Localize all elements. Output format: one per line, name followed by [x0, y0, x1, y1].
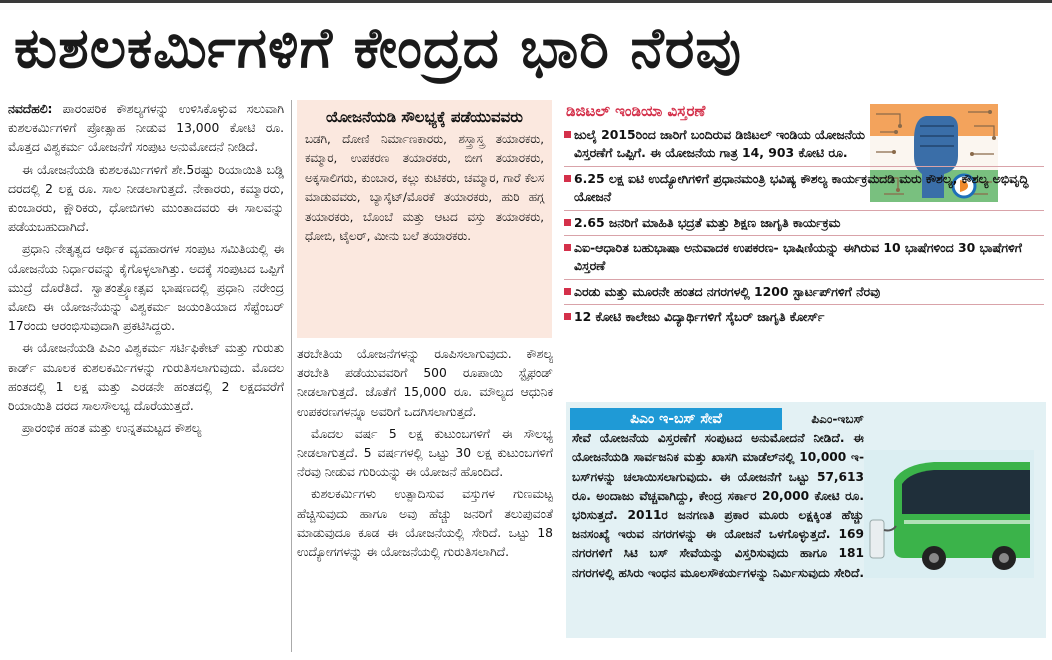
- bullet-square-icon: [564, 219, 571, 226]
- bullet-square-icon: [564, 175, 571, 182]
- list-item: ಎರಡು ಮತ್ತು ಮೂರನೇ ಹಂತದ ನಗರಗಳಲ್ಲಿ 1200 ಸ್ಟಾರ್ಟಪ್‌ಗಳಿಗೆ ನೆರವು: [564, 283, 1044, 301]
- divider: [564, 166, 1044, 167]
- ebus-tag: ಪಿಎಂ ಇ-ಬಸ್ ಸೇವೆ: [570, 408, 782, 430]
- bullet-square-icon: [564, 288, 571, 295]
- top-rule: [0, 0, 1052, 3]
- dateline: ನವದೆಹಲಿ:: [8, 102, 53, 116]
- divider: [564, 235, 1044, 236]
- paragraph-text: ಪಾರಂಪರಿಕ ಕೌಶಲ್ಯಗಳನ್ನು ಉಳಿಸಿಕೊಳ್ಳುವ ಸಲುವಾಗಿ ಕುಶಲಕರ್ಮಿಗಳಿಗೆ ಪ್ರೋತ್ಸಾಹ ನೀಡುವ 13,000 ಕೋಟಿ ರೂ. ಮೊತ್ತದ ವಿಶ್ವಕರ್ಮ ಯೋಜನೆಗೆ ಸಂಪುಟ ಅನುಮೋದನೆ ನೀಡಿದೆ.: [8, 102, 284, 155]
- digital-india-title: ಡಿಜಿಟಲ್ ಇಂಡಿಯಾ ವಿಸ್ತರಣೆ: [566, 102, 706, 120]
- list-item: 2.65 ಜನರಿಗೆ ಮಾಹಿತಿ ಭದ್ರತೆ ಮತ್ತು ಶಿಕ್ಷಣ ಜಾಗೃತಿ ಕಾರ್ಯಕ್ರಮ: [564, 214, 1044, 232]
- beneficiaries-title: ಯೋಜನೆಯಡಿ ಸೌಲಭ್ಯಕ್ಕೆ ಪಡೆಯುವವರು: [326, 108, 523, 126]
- list-item: 6.25 ಲಕ್ಷ ಐಟಿ ಉದ್ಯೋಗಿಗಳಿಗೆ ಪ್ರಧಾನಮಂತ್ರಿ ಭವಿಷ್ಯ ಕೌಶಲ್ಯ ಕಾರ್ಯಕ್ರಮದಡಿ ಮರು ಕೌಶಲ್ಯ, ಕೌಶಲ್ಯ ಅಭಿವೃದ್ಧಿ ಯೋಜನೆ: [564, 170, 1044, 207]
- divider: [564, 304, 1044, 305]
- bullet-square-icon: [564, 313, 571, 320]
- divider: [564, 279, 1044, 280]
- list-item: ಎಐ-ಆಧಾರಿತ ಬಹುಭಾಷಾ ಅನುವಾದಕ ಉಪಕರಣ- ಭಾಷಿಣಿಯನ್ನು ಈಗಿರುವ 10 ಭಾಷೆಗಳಿಂದ 30 ಭಾಷೆಗಳಿಗೆ ವಿಸ್ತರಣೆ: [564, 239, 1044, 276]
- digital-india-list: [564, 126, 1044, 396]
- list-item: ಜುಲೈ 2015ರಿಂದ ಜಾರಿಗೆ ಬಂದಿರುವ ಡಿಜಿಟಲ್ ಇಂಡಿಯ ಯೋಜನೆಯ ವಿಸ್ತರಣೆಗೆ ಒಪ್ಪಿಗೆ. ಈ ಯೋಜನೆಯ ಗಾತ್ರ 14, 903 ಕೋಟಿ ರೂ.: [564, 126, 1044, 163]
- electric-bus-icon: [864, 450, 1034, 578]
- paragraph: [8, 100, 284, 158]
- ebus-box: [566, 402, 1046, 638]
- list-item: 12 ಕೋಟಿ ಕಾಲೇಜು ವಿದ್ಯಾರ್ಥಿಗಳಿಗೆ ಸೈಬರ್ ಜಾಗೃತಿ ಕೋರ್ಸ್: [564, 308, 1044, 326]
- paragraph: ಪ್ರಧಾನಿ ನೇತೃತ್ವದ ಆರ್ಥಿಕ ವ್ಯವಹಾರಗಳ ಸಂಪುಟ ಸಮಿತಿಯಲ್ಲಿ ಈ ಯೋಜನೆಯ ನಿರ್ಧಾರವನ್ನು ಕೈಗೊಳ್ಳಲಾಗಿತ್ತು. ಅದಕ್ಕೆ ಸಂಪುಟದ ಒಪ್ಪಿಗೆ ಮುದ್ರೆ ದೊರೆತಿದೆ. ಸ್ವಾತಂತ್ರ್ಯೋತ್ಸವ ಭಾಷಣದಲ್ಲಿ ಪ್ರಧಾನಿ ನರೇಂದ್ರ ಮೋದಿ ಈ ಯೋಜನೆಯನ್ನು ವಿಶ್ವಕರ್ಮ ಜಯಂತಿಯಾದ ಸೆಪ್ಟೆಂಬರ್ 17ರಂದು ಆರಂಭಿಸುವುದಾಗಿ ಪ್ರಕಟಿಸಿದ್ದರು.: [8, 242, 284, 334]
- paragraph: ಪ್ರಾರಂಭಿಕ ಹಂತ ಮತ್ತು ಉನ್ನತಮಟ್ಟದ ಕೌಶಲ್ಯ: [22, 421, 202, 436]
- headline: ಕುಶಲಕರ್ಮಿಗಳಿಗೆ ಕೇಂದ್ರದ ಭಾರಿ ನೆರವು: [14, 16, 742, 81]
- ebus-text-block: [572, 410, 1034, 583]
- column-divider: [291, 100, 292, 652]
- ebus-text: ಪಿಎಂ-ಇಬಸ್ ಸೇವೆ ಯೋಜನೆಯ ವಿಸ್ತರಣೆಗೆ ಸಂಪುಟದ ಅನುಮೋದನೆ ನೀಡಿದೆ. ಈ ಯೋಜನೆಯಡಿ ಸಾರ್ವಜನಿಕ ಮತ್ತು ಖಾಸಗಿ ಮಾಡೆಲ್‌ನಲ್ಲಿ 10,000 ಇ-ಬಸ್‌ಗಳನ್ನು ಚಲಾಯಿಸಲಾಗುವುದು. ಈ ಯೋಜನೆಗೆ ಒಟ್ಟು 57,613 ರೂ. ಅಂದಾಜು ವೆಚ್ಚವಾಗಿದ್ದು, ಕೇಂದ್ರ ಸರ್ಕಾರ 20,000 ಕೋಟಿ ರೂ. ಭರಿಸುತ್ತದೆ. 2011ರ ಜನಗಣತಿ ಪ್ರಕಾರ ಮೂರು ಲಕ್ಷಕ್ಕಿಂತ ಹೆಚ್ಚು ಜನಸಂಖ್ಯೆ ಇರುವ ನಗರಗಳನ್ನು ಈ ಯೋಜನೆ ಒಳಗೊಳ್ಳುತ್ತದೆ. 169 ನಗರಗಳಿಗೆ ಸಿಟಿ ಬಸ್ ಸೇವೆಯನ್ನು ವಿಸ್ತರಿಸುವುದು ಹಾಗೂ 181 ನಗರಗಳಲ್ಲಿ ಹಸಿರು ಇಂಧನ ಮೂಲಸೌಕರ್ಯಗಳನ್ನು ನಿರ್ಮಿಸುವುದು ಸೇರಿದೆ.: [572, 412, 864, 580]
- bullet-square-icon: [564, 244, 571, 251]
- article-column-1: [8, 100, 284, 656]
- bullet-square-icon: [564, 131, 571, 138]
- paragraph: ಮೊದಲ ವರ್ಷ 5 ಲಕ್ಷ ಕುಟುಂಬಗಳಿಗೆ ಈ ಸೌಲಭ್ಯ ನೀಡಲಾಗುತ್ತದೆ. 5 ವರ್ಷಗಳಲ್ಲಿ ಒಟ್ಟು 30 ಲಕ್ಷ ಕುಟುಂಬಗಳಿಗೆ ನೆರವು ನೀಡುವ ಗುರಿಯನ್ನು ಈ ಯೋಜನೆ ಹೊಂದಿದೆ.: [297, 426, 553, 480]
- paragraph: ಈ ಯೋಜನೆಯಡಿ ಪಿಎಂ ವಿಶ್ವಕರ್ಮ ಸರ್ಟಿಫಿಕೇಟ್ ಮತ್ತು ಗುರುತು ಕಾರ್ಡ್ ಮೂಲಕ ಕುಶಲಕರ್ಮಿಗಳನ್ನು ಗುರುತಿಸಲಾಗುವುದು. ಮೊದಲ ಹಂತದಲ್ಲಿ 1 ಲಕ್ಷ ಮತ್ತು ಎರಡನೇ ಹಂತದಲ್ಲಿ 2 ಲಕ್ಷದವರೆಗೆ ರಿಯಾಯಿತಿ ದರದ ಸಾಲಸೌಲಭ್ಯ ದೊರೆಯುತ್ತದೆ.: [8, 341, 284, 414]
- paragraph: ತರಬೇತಿಯ ಯೋಜನೆಗಳನ್ನು ರೂಪಿಸಲಾಗುವುದು. ಕೌಶಲ್ಯ ತರಬೇತಿ ಪಡೆಯುವವರಿಗೆ 500 ರೂಪಾಯಿ ಸ್ಟೈಫಂಡ್ ನೀಡಲಾಗುತ್ತದೆ. ಜೊತೆಗೆ 15,000 ರೂ. ಮೌಲ್ಯದ ಆಧುನಿಕ ಉಪಕರಣಗಳನ್ನೂ ಅವರಿಗೆ ಒದಗಿಸಲಾಗುತ್ತದೆ.: [297, 347, 553, 419]
- paragraph: ಈ ಯೋಜನೆಯಡಿ ಕುಶಲಕರ್ಮಿಗಳಿಗೆ ಶೇ.5ರಷ್ಟು ರಿಯಾಯಿತಿ ಬಡ್ಡಿ ದರದಲ್ಲಿ 2 ಲಕ್ಷ ರೂ. ಸಾಲ ನೀಡಲಾಗುತ್ತದೆ. ನೇಕಾರರು, ಕಮ್ಮಾರರು, ಕುಂಬಾರರು, ಕ್ಷೌರಿಕರು, ಧೋಬಿಗಳು ಮುಂತಾದವರು ಈ ಸಾಲವನ್ನು ಪಡೆಯಬಹುದಾಗಿದೆ.: [8, 162, 284, 235]
- beneficiaries-box: [297, 100, 552, 338]
- divider: [564, 210, 1044, 211]
- beneficiaries-text: ಬಡಗಿ, ದೋಣಿ ನಿರ್ಮಾಣಕಾರರು, ಶಸ್ತ್ರಾಸ್ತ್ರ ತಯಾರಕರು, ಕಮ್ಮಾರ, ಉಪಕರಣ ತಯಾರಕರು, ಬೀಗ ತಯಾರಕರು, ಅಕ್ಕಸಾಲಿಗರು, ಕುಂಬಾರ, ಕಲ್ಲು ಕುಟಿಕರು, ಚಮ್ಮಾರ, ಗಾರೆ ಕೆಲಸ ಮಾಡುವವರು, ಬ್ಯಾಸ್ಕೆಟ್/ಮೊರಕೆ ತಯಾರಕರು, ಹುರಿ ಹಗ್ಗ ತಯಾರಕರು, ಬೊಂಬೆ ಮತ್ತು ಆಟದ ವಸ್ತು ತಯಾರಕರು, ಧೋಬಿ, ಟೈಲರ್, ಮೀನು ಬಲೆ ತಯಾರಕರು.: [305, 132, 544, 244]
- paragraph: ಕುಶಲಕರ್ಮಿಗಳು ಉತ್ಪಾದಿಸುವ ವಸ್ತುಗಳ ಗುಣಮಟ್ಟ ಹೆಚ್ಚಿಸುವುದು ಹಾಗೂ ಅವು ಹೆಚ್ಚು ಜನರಿಗೆ ತಲುಪುವಂತೆ ಮಾಡುವುದೂ ಕೂಡ ಈ ಯೋಜನೆಯಲ್ಲಿ ಸೇರಿದೆ. ಒಟ್ಟು 18 ಉದ್ಯೋಗಗಳನ್ನು ಈ ಯೋಜನೆಯಲ್ಲಿ ಗುರುತಿಸಲಾಗಿದೆ.: [297, 487, 553, 560]
- article-column-2: [297, 345, 553, 657]
